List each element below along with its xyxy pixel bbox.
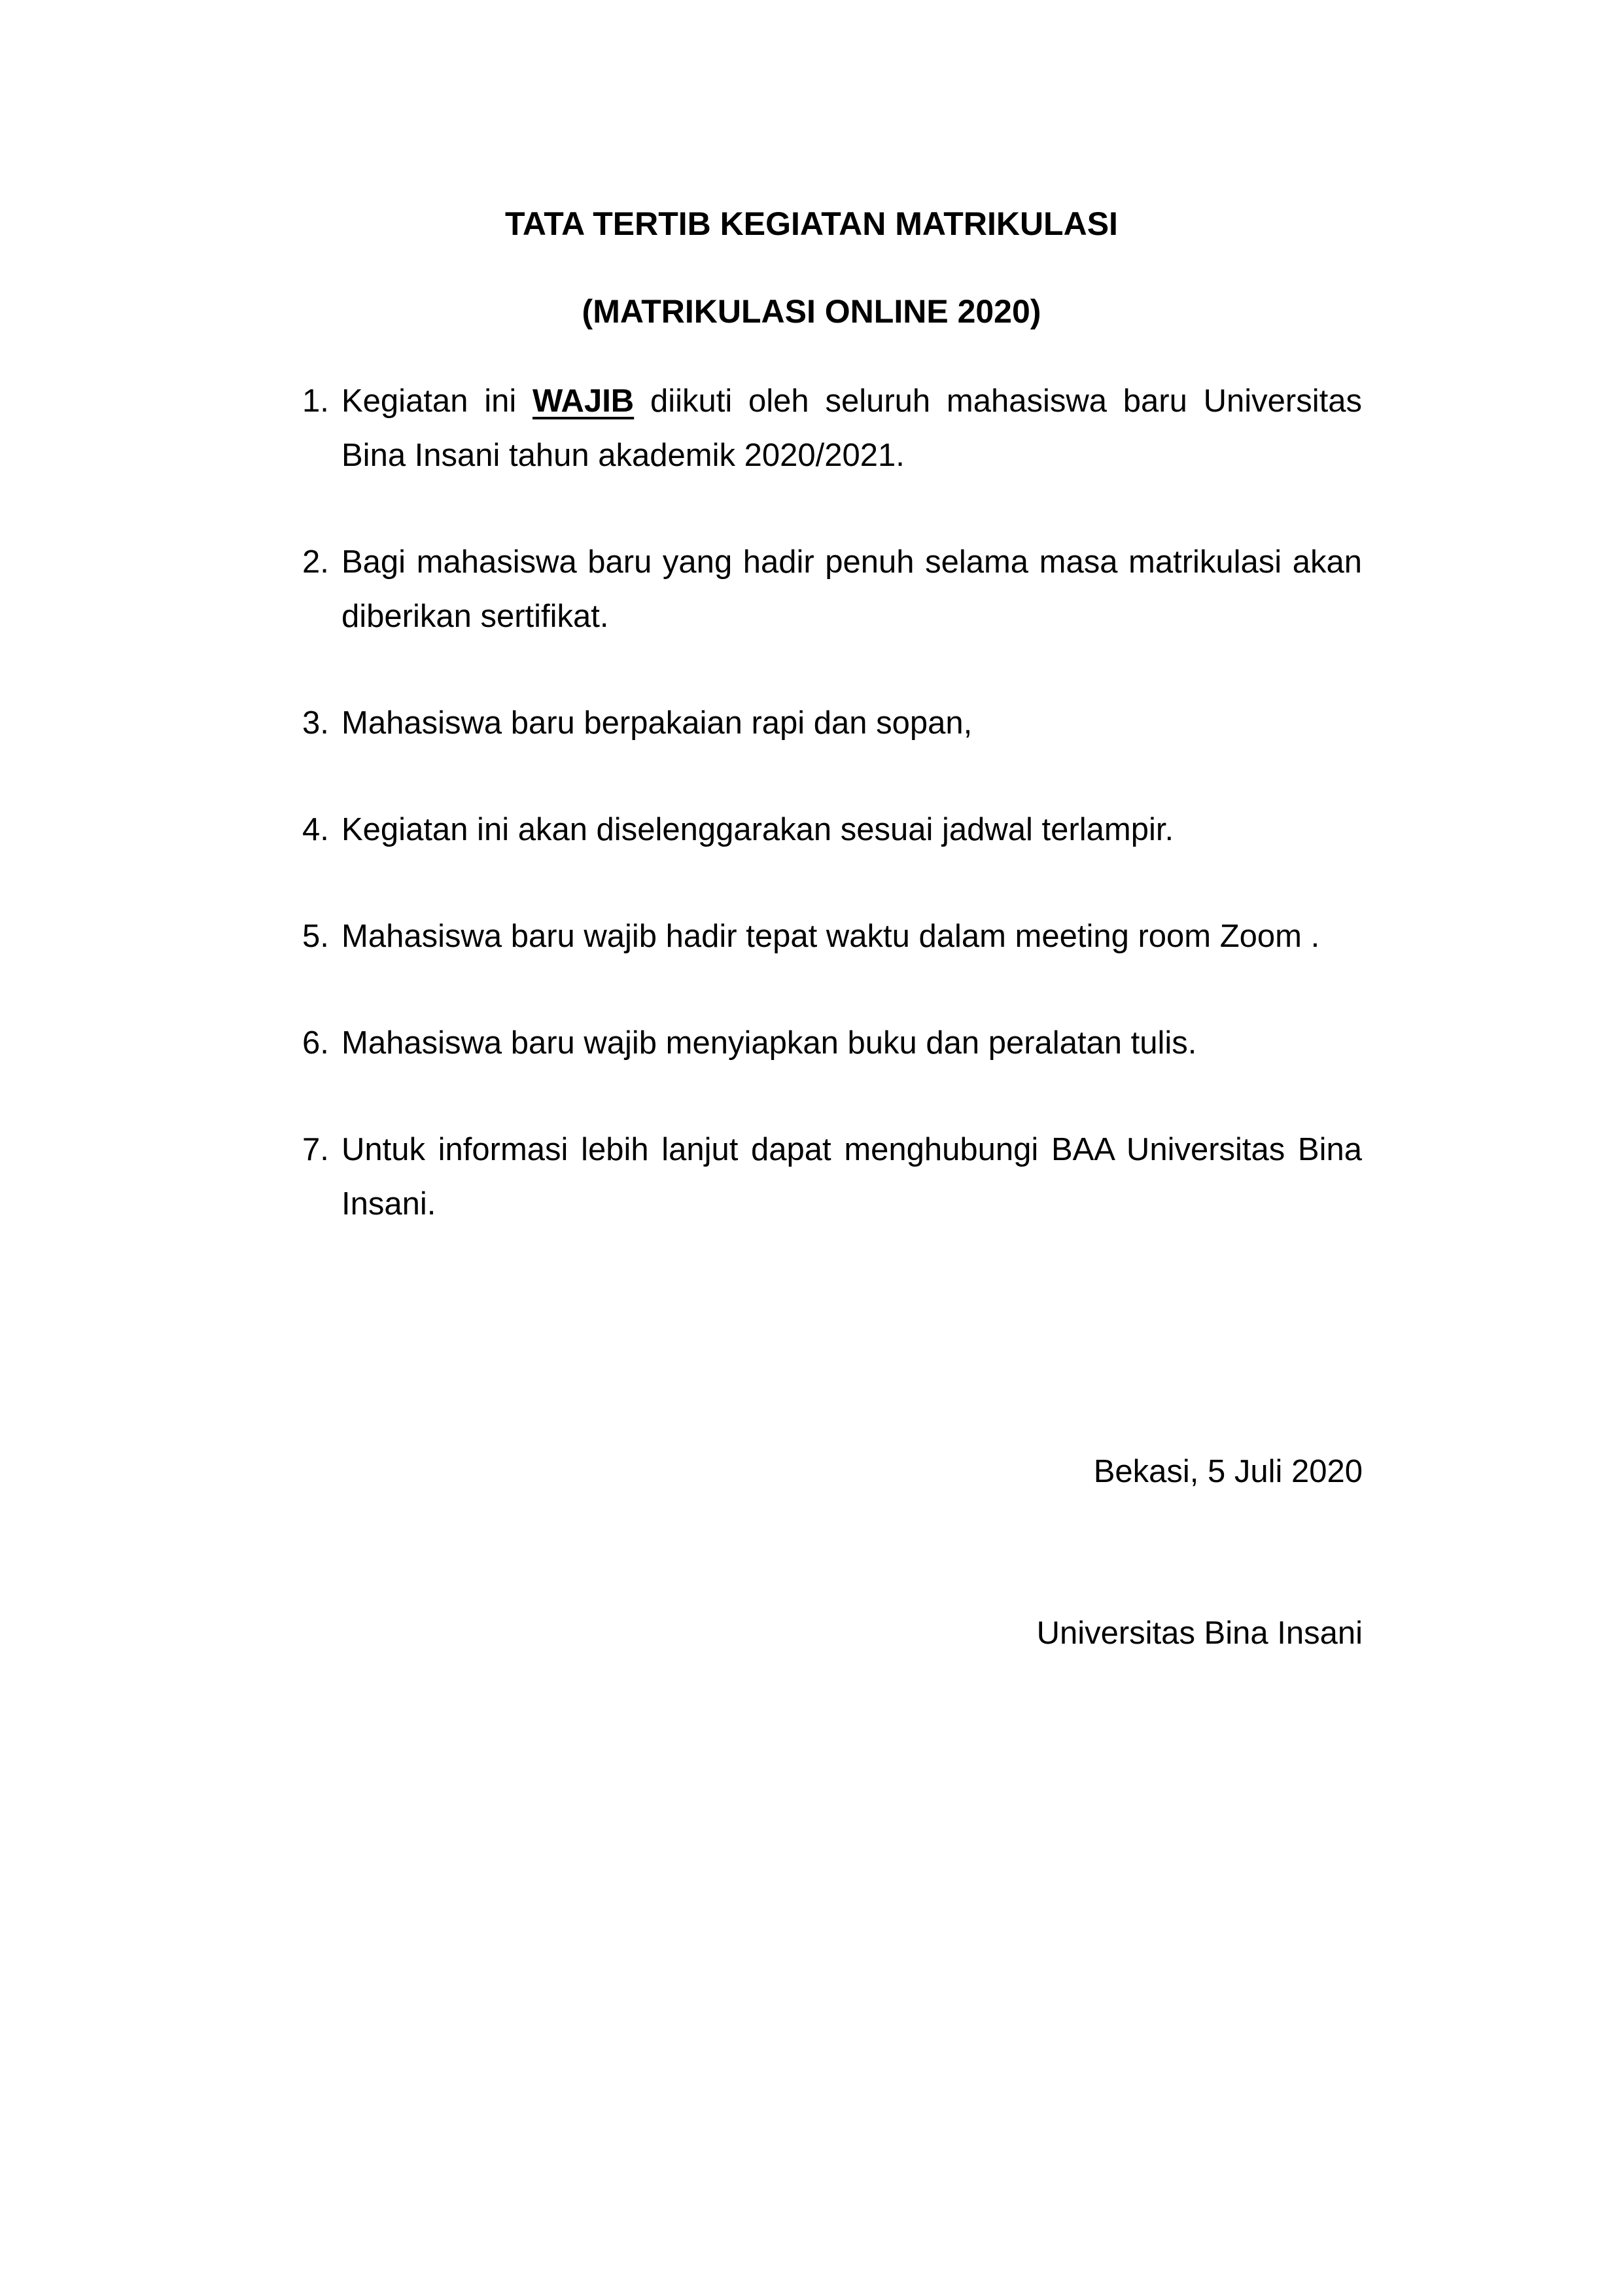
rule-text: Kegiatan ini akan diselenggarakan sesuai jadwal terlampir.: [341, 812, 1174, 847]
rule-number: 3.: [302, 705, 329, 741]
signature-place-date: Bekasi, 5 Juli 2020: [1093, 1454, 1363, 1489]
rule-item-2: [302, 535, 1362, 644]
rule-text-before: Kegiatan ini: [341, 383, 533, 419]
rule-item-6: [302, 1016, 1362, 1070]
rule-text-after: diikuti oleh seluruh mahasiswa baru Universitas Bina Insani tahun akademik 2020/2021.: [341, 383, 1362, 473]
rules-list: [302, 374, 1362, 1284]
rule-text: Mahasiswa baru berpakaian rapi dan sopan,: [341, 705, 973, 741]
rule-item-3: [302, 696, 1362, 751]
document-subtitle: (MATRIKULASI ONLINE 2020): [582, 293, 1041, 330]
rule-item-7: [302, 1123, 1362, 1231]
rule-number: 2.: [302, 544, 329, 580]
rule-item-5: [302, 910, 1362, 964]
rule-text: Mahasiswa baru wajib hadir tepat waktu dalam meeting room Zoom .: [341, 919, 1320, 954]
rule-emphasis: WAJIB: [532, 383, 635, 419]
rule-text: Bagi mahasiswa baru yang hadir penuh selama masa matrikulasi akan diberikan sertifikat.: [341, 544, 1362, 634]
signature-organization: Universitas Bina Insani: [1036, 1616, 1363, 1651]
document-title: TATA TERTIB KEGIATAN MATRIKULASI: [505, 205, 1118, 242]
rule-number: 4.: [302, 812, 329, 847]
rule-text: [341, 383, 1362, 473]
rule-number: 1.: [302, 383, 329, 419]
rule-number: 5.: [302, 919, 329, 954]
rule-number: 7.: [302, 1132, 329, 1167]
rule-item-1: [302, 374, 1362, 483]
rule-text: Mahasiswa baru wajib menyiapkan buku dan peralatan tulis.: [341, 1025, 1197, 1061]
rule-text: Untuk informasi lebih lanjut dapat menghubungi BAA Universitas Bina Insani.: [341, 1132, 1362, 1222]
rule-item-4: [302, 803, 1362, 857]
rule-number: 6.: [302, 1025, 329, 1061]
